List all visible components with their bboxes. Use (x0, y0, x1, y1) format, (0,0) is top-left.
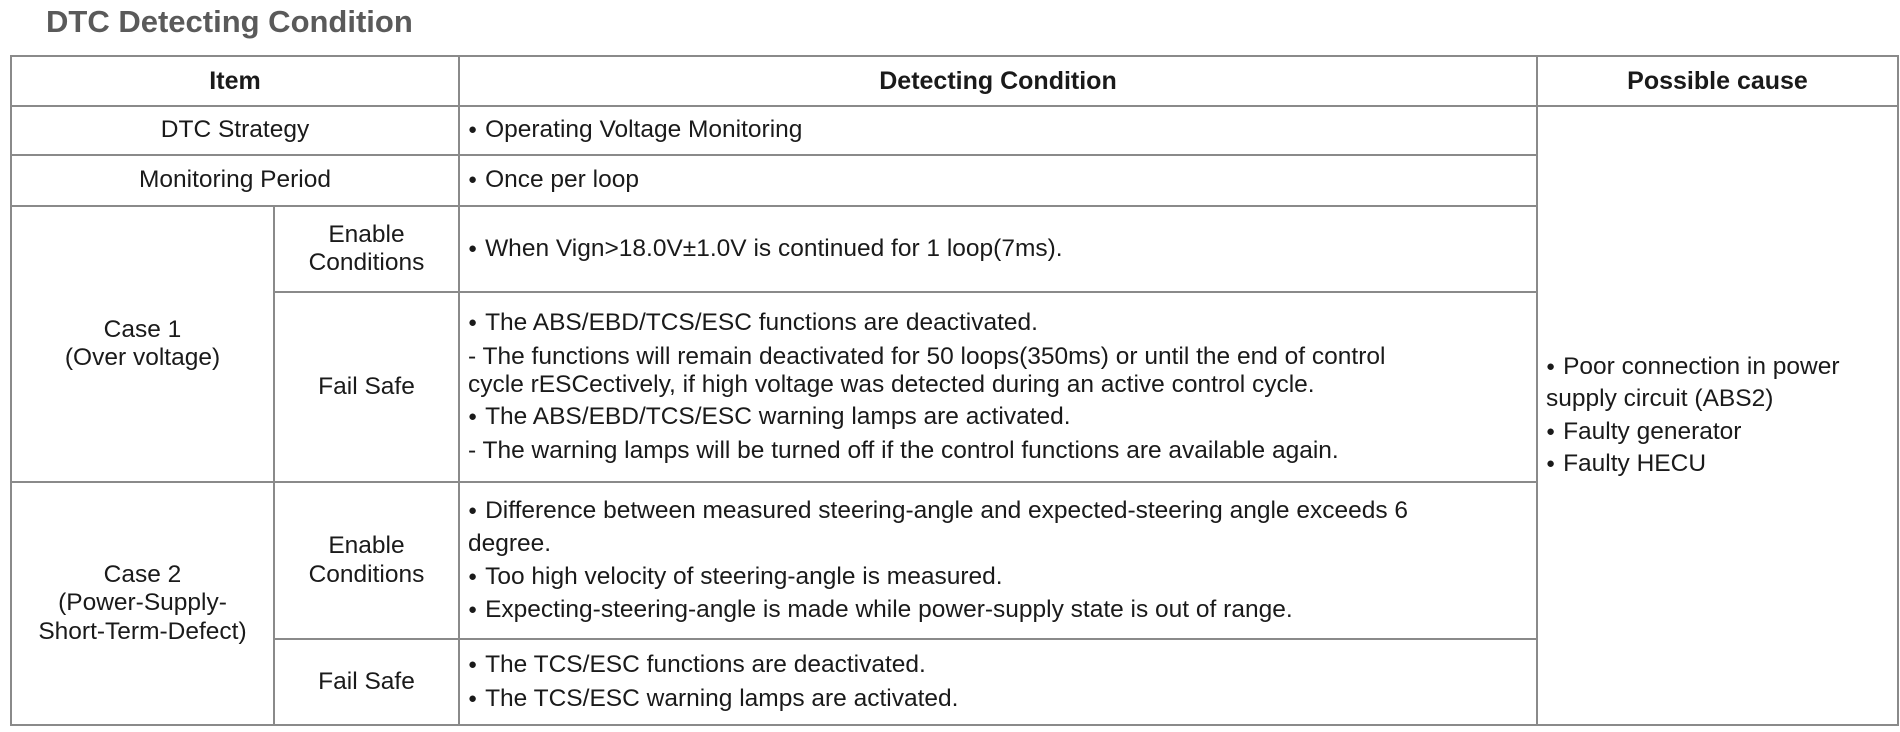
case2-failsafe-label: Fail Safe (274, 639, 459, 725)
case2-title: Case 2 (103, 561, 182, 589)
case1-label (11, 206, 274, 482)
case1-failsafe-line4: - The warning lamps will be turned off if the control functions are available again. (468, 437, 1528, 465)
case1-enable-label (274, 206, 459, 292)
case2-failsafe-condition (459, 639, 1537, 725)
case1-failsafe-label: Fail Safe (274, 292, 459, 482)
dtc-strategy-label: DTC Strategy (11, 106, 459, 155)
case2-label (11, 482, 274, 725)
case2-enable-label-line2: Conditions (308, 560, 425, 588)
table-header-row (11, 56, 1898, 106)
case2-enable-label (274, 482, 459, 639)
case2-failsafe-line2: ● The TCS/ESC warning lamps are activated. (468, 685, 1528, 713)
case1-enable-label-line2: Conditions (308, 249, 425, 276)
dtc-strategy-text: ● Operating Voltage Monitoring (468, 116, 1528, 144)
monitoring-period-label: Monitoring Period (11, 155, 459, 206)
cause-line1a: Poor connection in power (1563, 353, 1840, 381)
case1-enable-label-line1: Enable (328, 220, 405, 248)
table-row-dtc-strategy (11, 106, 1898, 155)
case1-subtitle: (Over voltage) (64, 344, 221, 371)
case1-failsafe-condition (459, 292, 1537, 482)
case1-failsafe-line2b: cycle rESCectively, if high voltage was detected during an active control cycle. (468, 370, 1315, 398)
case2-enable-line2: ● Too high velocity of steering-angle is measured. (468, 563, 1528, 591)
case2-enable-line1a: ● Difference between measured steering-angle and expected-steering angle exceeds 6 (468, 497, 1528, 525)
cause-line1b: supply circuit (ABS2) (1546, 385, 1774, 413)
case2-enable-line1b: degree. (468, 529, 552, 557)
cause-item-faulty-generator: ● Faulty generator (1546, 418, 1889, 446)
dtc-strategy-value (459, 106, 1537, 155)
case2-enable-condition (459, 482, 1537, 639)
cause-item-poor-connection (1546, 353, 1889, 381)
header-item: Item (11, 56, 459, 106)
case1-enable-text: ● When Vign>18.0V±1.0V is continued for 1 loop(7ms). (468, 235, 1528, 263)
page-title: DTC Detecting Condition (46, 4, 413, 39)
case1-failsafe-line3: ● The ABS/EBD/TCS/ESC warning lamps are activated. (468, 403, 1528, 431)
case1-failsafe-line2a: - The functions will remain deactivated for 50 loops(350ms) or until the end of control (468, 343, 1528, 371)
case2-subtitle-line1: (Power-Supply- (58, 589, 227, 617)
header-possible-cause: Possible cause (1537, 56, 1898, 106)
case1-enable-condition (459, 206, 1537, 292)
case2-failsafe-line1: ● The TCS/ESC functions are deactivated. (468, 651, 1528, 679)
monitoring-period-value (459, 155, 1537, 206)
case2-enable-line3: ● Expecting-steering-angle is made while power-supply state is out of range. (468, 596, 1528, 624)
cause-item-faulty-hecu: ● Faulty HECU (1546, 450, 1889, 478)
header-detecting-condition: Detecting Condition (459, 56, 1537, 106)
monitoring-period-text: ● Once per loop (468, 166, 1528, 194)
case2-enable-label-line1: Enable (328, 532, 405, 560)
case1-failsafe-line1: ● The ABS/EBD/TCS/ESC functions are deactivated. (468, 309, 1528, 337)
case2-subtitle-line2: Short-Term-Defect) (38, 617, 247, 645)
dtc-condition-table (10, 55, 1899, 726)
case1-title: Case 1 (103, 315, 182, 343)
possible-cause-cell (1537, 106, 1898, 725)
